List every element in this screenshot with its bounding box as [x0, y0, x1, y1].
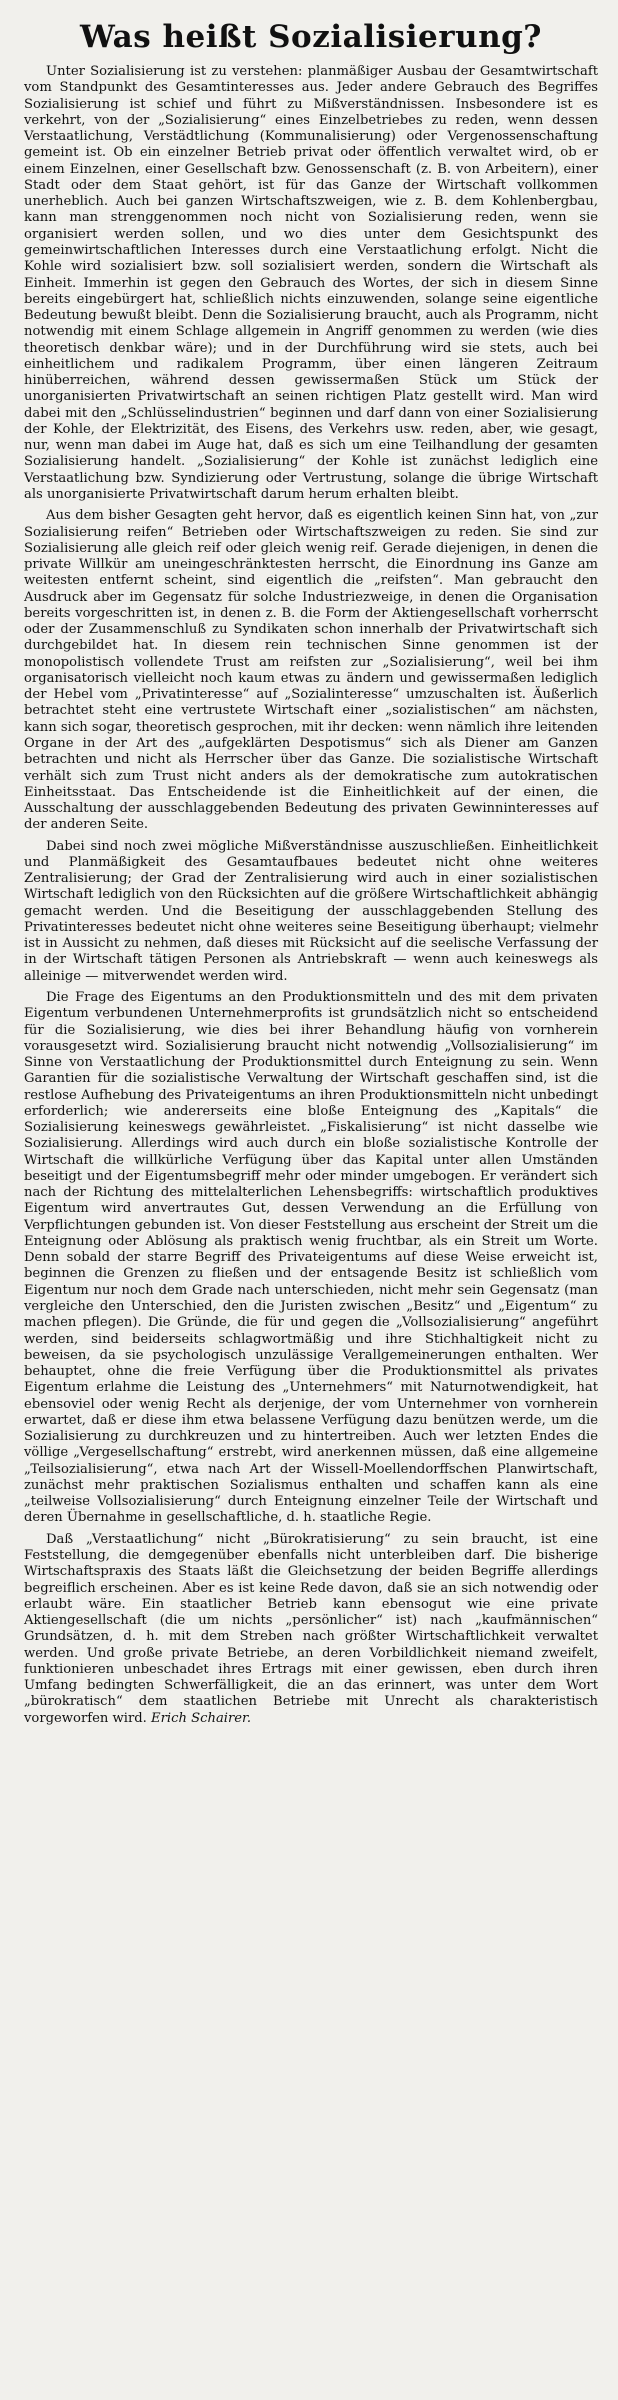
article-body: [24, 64, 598, 1727]
article-paragraph: Dabei sind noch zwei mögliche Mißverständnisse auszuschließen. Einheitlichkeit und Planmäßigkeit des Gesamtaufbaues bedeutet nicht ohne weiteres Zentralisierung; der Grad der Zentralisierung wird auch in einer sozialistischen Wirtschaft lediglich von den Rücksichten auf die größere Wirtschaftlichkeit abhängig gemacht werden. Und die Beseitigung der ausschlaggebenden Stellung des Privatinteresses bedeutet nicht ohne weiteres seine Beseitigung überhaupt; vielmehr ist in Aussicht zu nehmen, daß dieses mit Rücksicht auf die seelische Verfassung der in der Wirtschaft tätigen Personen als Antriebskraft — wenn auch keineswegs als alleinige — mitverwendet werden wird.: [24, 838, 598, 984]
article-paragraph: Die Frage des Eigentums an den Produktionsmitteln und des mit dem privaten Eigentum verbundenen Unternehmerprofits ist grundsätzlich nicht so entscheidend für die Sozialisierung, wie dies bei ihrer Behandlung häufig von vornherein vorausgesetzt wird. Sozialisierung braucht nicht notwendig „Vollsozialisierung“ im Sinne von Verstaatlichung der Produktionsmittel durch Enteignung zu sein. Wenn Garantien für die sozialistische Verwaltung der Wirtschaft geschaffen sind, ist die restlose Aufhebung des Privateigentums an ihren Produktionsmitteln nicht unbedingt erforderlich; wie andererseits eine bloße Enteignung des „Kapitals“ die Sozialisierung keineswegs gewährleistet. „Fiskalisierung“ ist nicht dasselbe wie Sozialisierung. Allerdings wird auch durch ein bloße sozialistische Kontrolle der Wirtschaft die willkürliche Verfügung über das Kapital unter allen Umständen beseitigt und der Eigentumsbegriff mehr oder minder umgebogen. Er verändert sich nach der Richtung des mittelalterlichen Lehensbegriffs: wirtschaftlich produktives Eigentum wird anvertrautes Gut, dessen Verwendung an die Erfüllung von Verpflichtungen gebunden ist. Von dieser Feststellung aus erscheint der Streit um die Enteignung oder Ablösung als praktisch wenig fruchtbar, als ein Streit um Worte. Denn sobald der starre Begriff des Privateigentums auf diese Weise erweicht ist, beginnen die Grenzen zu fließen und der entsagende Besitz ist schließlich vom Eigentum nur noch dem Grade nach unterschieden, nicht mehr sein Gegensatz (man vergleiche den Unterschied, den die Juristen zwischen „Besitz“ und „Eigentum“ zu machen pflegen). Die Gründe, die für und gegen die „Vollsozialisierung“ angeführt werden, sind beiderseits schlagwortmäßig und ihre Stichhaltigkeit nicht zu beweisen, da sie psychologisch unzulässige Verallgemeinerungen enthalten. Wer behauptet, ohne die freie Verfügung über die Produktionsmittel als privates Eigentum erlahme die Leistung des „Unternehmers“ mit Naturnotwendigkeit, hat ebensoviel oder wenig Recht als derjenige, der vom Unternehmer von vornherein erwartet, daß er diese ihm etwa belassene Verfügung dazu benützen werde, um die Sozialisierung zu durchkreuzen und zu hintertreiben. Auch wer letzten Endes die völlige „Vergesellschaftung“ erstrebt, wird anerkennen müssen, daß eine allgemeine „Teilsozialisierung“, etwa nach Art der Wissell-Moellendorffschen Planwirtschaft, zunächst mehr praktischen Sozialismus enthalten und schaffen kann als eine „teilweise Vollsozialisierung“ durch Enteignung einzelner Teile der Wirtschaft und deren Übernahme in gesellschaftliche, d. h. staatliche Regie.: [24, 989, 598, 1526]
author-signature: Erich Schairer.: [151, 1710, 252, 1726]
article-paragraph: Aus dem bisher Gesagten geht hervor, daß es eigentlich keinen Sinn hat, von „zur Sozialisierung reifen“ Betrieben oder Wirtschaftszweigen zu reden. Sie sind zur Sozialisierung alle gleich reif oder gleich wenig reif. Gerade diejenigen, in denen die private Willkür am uneingeschränktesten herrscht, die Einordnung ins Ganze am weitesten entfernt scheint, sind eigentlich die „reifsten“. Man gebraucht den Ausdruck aber im Gegensatz für solche Industriezweige, in denen die Organisation bereits vorgeschritten ist, in denen z. B. die Form der Aktiengesellschaft vorherrscht oder der Zusammenschluß zu Syndikaten schon innerhalb der Privatwirtschaft sich durchgebildet hat. In diesem rein technischen Sinne genommen ist der monopolistisch vollendete Trust am reifsten zur „Sozialisierung“, weil bei ihm organisatorisch vielleicht noch kaum etwas zu ändern und gewissermaßen lediglich der Hebel vom „Privatinteresse“ auf „Sozialinteresse“ umzuschalten ist. Äußerlich betrachtet steht eine vertrustete Wirtschaft einer „sozialistischen“ am nächsten, kann sich sogar, theoretisch gesprochen, mit ihr decken: wenn nämlich ihre leitenden Organe in der Art des „aufgeklärten Despotismus“ sich als Diener am Ganzen betrachten und nicht als Herrscher über das Ganze. Die sozialistische Wirtschaft verhält sich zum Trust nicht anders als der demokratische zum autokratischen Einheitsstaat. Das Entscheidende ist die Einheitlichkeit auf der einen, die Ausschaltung der ausschlaggebenden Bedeutung des privaten Gewinninteresses auf der anderen Seite.: [24, 508, 598, 833]
article-title: Was heißt Sozialisierung?: [80, 19, 542, 55]
article-paragraph: Unter Sozialisierung ist zu verstehen: planmäßiger Ausbau der Gesamtwirtschaft vom Standpunkt des Gesamtinteresses aus. Jeder andere Gebrauch des Begriffes Sozialisierung ist schief und führt zu Mißverständnissen. Insbesondere ist es verkehrt, von der „Sozialisierung“ eines Einzelbetriebes zu reden, wenn dessen Verstaatlichung, Verstädtlichung (Kommunalisierung) oder Vergenossenschaftung gemeint ist. Ob ein einzelner Betrieb privat oder öffentlich verwaltet wird, ob er einem Einzelnen, einer Gesellschaft bzw. Genossenschaft (z. B. von Arbeitern), einer Stadt oder dem Staat gehört, ist für das Ganze der Wirtschaft vollkommen unerheblich. Auch bei ganzen Wirtschaftszweigen, wie z. B. dem Kohlenbergbau, kann man strenggenommen noch nicht von Sozialisierung reden, wenn sie organisiert werden sollen, und wo dies unter dem Gesichtspunkt des gemeinwirtschaftlichen Interesses durch eine Verstaatlichung erfolgt. Nicht die Kohle wird sozialisiert bzw. soll sozialisiert werden, sondern die Wirtschaft als Einheit. Immerhin ist gegen den Gebrauch des Wortes, der sich in diesem Sinne bereits eingebürgert hat, schließlich nichts einzuwenden, solange seine eigentliche Bedeutung bewußt bleibt. Denn die Sozialisierung braucht, auch als Programm, nicht notwendig mit einem Schlage allgemein in Angriff genommen zu werden (wie dies theoretisch denkbar wäre); und in der Durchführung wird sie stets, auch bei einheitlichem und radikalem Programm, über einen längeren Zeitraum hinüberreichen, während dessen gewissermaßen Stück um Stück der unorganisierten Privatwirtschaft an seinen richtigen Platz gestellt wird. Man wird dabei mit den „Schlüsselindustrien“ beginnen und darf dann von einer Sozialisierung der Kohle, der Elektrizität, des Eisens, des Verkehrs usw. reden, aber, wie gesagt, nur, wenn man dabei im Auge hat, daß es sich um eine Teilhandlung der gesamten Sozialisierung handelt. „Sozialisierung“ der Kohle ist zunächst lediglich eine Verstaatlichung bzw. Syndizierung oder Vertrustung, solange die übrige Wirtschaft als unorganisierte Privatwirtschaft darum herum erhalten bleibt.: [24, 64, 598, 502]
article-paragraph-text: Daß „Verstaatlichung“ nicht „Bürokratisierung“ zu sein braucht, ist eine Feststellung, die demgegenüber ebenfalls nicht unterbleiben darf. Die bisherige Wirtschaftspraxis des Staats läßt die Gleichsetzung der beiden Begriffe allerdings begreiflich erscheinen. Aber es ist keine Rede davon, daß sie an sich notwendig oder erlaubt wäre. Ein staatlicher Betrieb kann ebensogut wie eine private Aktiengesellschaft (die um nichts „persönlicher“ ist) nach „kaufmännischen“ Grundsätzen, d. h. mit dem Streben nach größter Wirtschaftlichkeit verwaltet werden. Und große private Betriebe, an deren Vorbildlichkeit niemand zweifelt, funktionieren unbeschadet ihres Ertrags mit einer gewissen, eben durch ihren Umfang bedingten Schwerfälligkeit, die an das erinnert, was unter dem Wort „bürokratisch“ dem staatlichen Betriebe mit Unrecht als charakteristisch vorgeworfen wird.: [24, 1531, 598, 1726]
article-paragraph: [24, 1532, 598, 1727]
